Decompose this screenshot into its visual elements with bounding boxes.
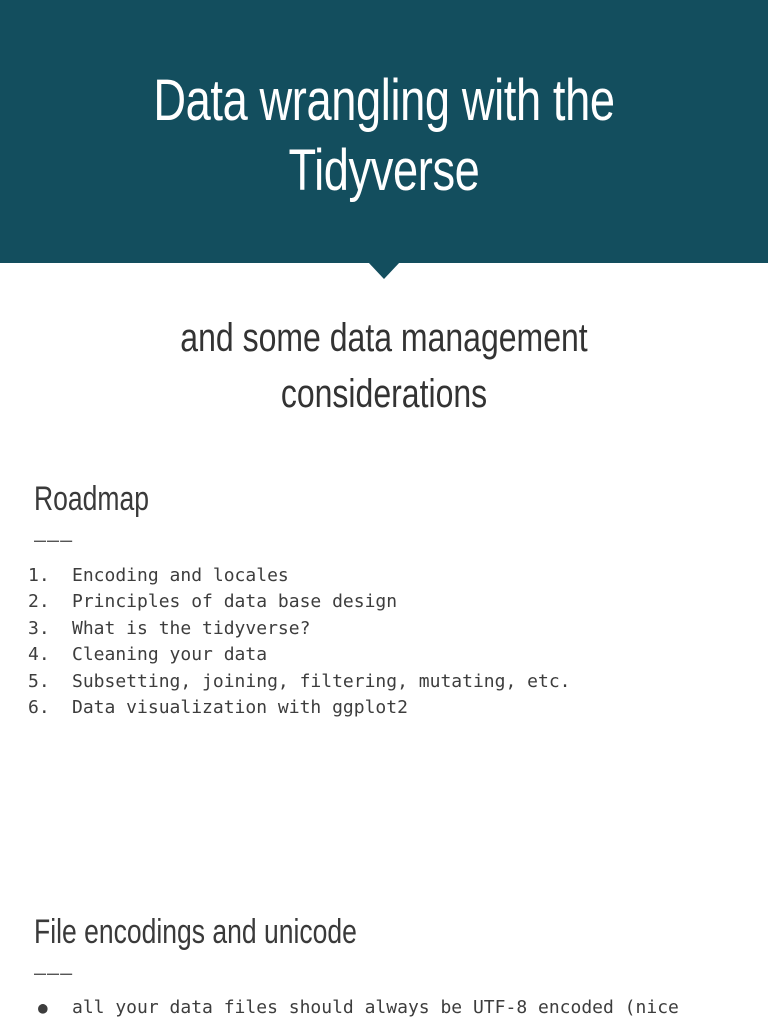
list-item-number: 6.	[28, 697, 50, 719]
roadmap-divider: ———	[34, 528, 74, 552]
list-item-text: Cleaning your data	[72, 644, 268, 666]
title-banner	[0, 0, 768, 263]
list-item-number: 1.	[28, 565, 50, 586]
list-item	[28, 642, 571, 668]
list-item	[28, 669, 571, 695]
page-title: Data wrangling with the Tidyverse	[153, 67, 615, 203]
list-item	[28, 695, 571, 721]
list-item-text: What is the tidyverse?	[72, 617, 311, 639]
bullet-icon: ●	[38, 998, 48, 1017]
list-item-text: all your data files should always be UTF-8 encoded (nice	[72, 997, 679, 1018]
list-item	[28, 589, 571, 615]
list-item-number: 5.	[28, 670, 50, 692]
list-item-text: Encoding and locales	[72, 565, 289, 586]
page-subtitle: and some data management considerations	[180, 316, 588, 416]
roadmap-list	[28, 563, 571, 721]
list-item-number: 3.	[28, 617, 50, 639]
list-item	[28, 563, 571, 589]
list-item	[38, 995, 679, 1021]
list-item-text: Principles of data base design	[72, 591, 398, 613]
encodings-divider: ———	[34, 961, 74, 985]
list-item-number: 4.	[28, 644, 50, 666]
list-item-text: Data visualization with ggplot2	[72, 697, 408, 719]
encodings-heading: File encodings and unicode	[34, 913, 357, 951]
list-item-number: 2.	[28, 591, 50, 613]
list-item	[28, 616, 571, 642]
encodings-bullet-list	[38, 995, 679, 1021]
list-item-text: Subsetting, joining, filtering, mutating, etc.	[72, 670, 571, 692]
banner-pointer-arrow	[368, 262, 400, 279]
roadmap-heading: Roadmap	[34, 480, 149, 518]
